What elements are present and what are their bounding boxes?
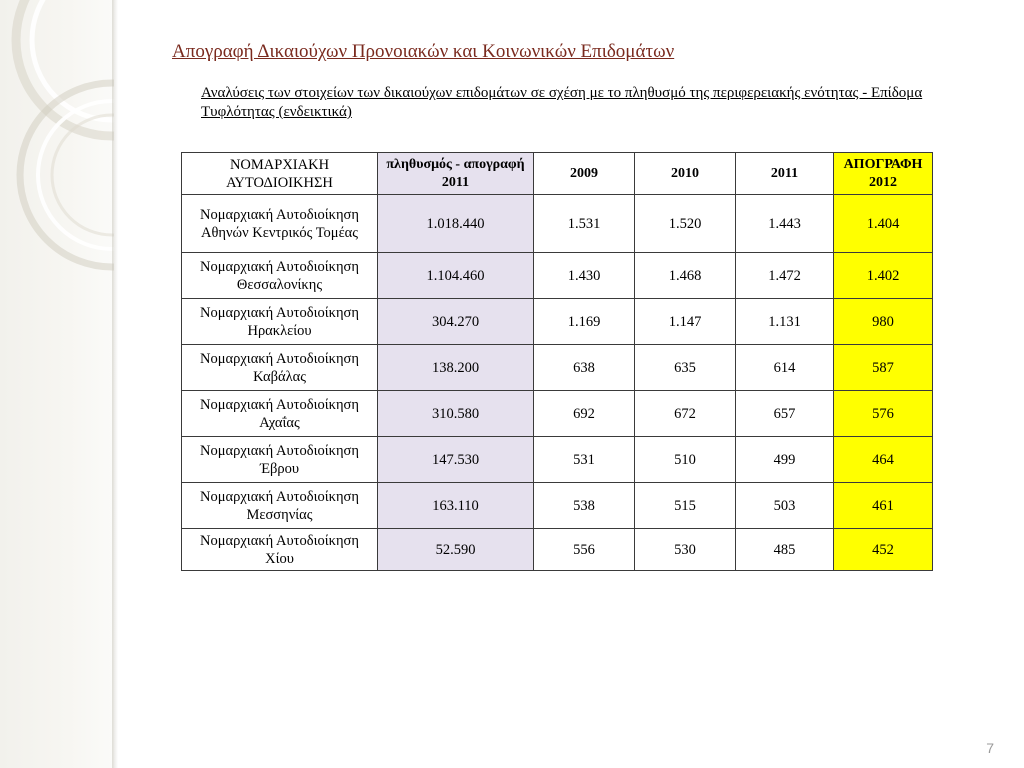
census-2012-cell: 464: [834, 437, 933, 483]
value-2010-cell: 515: [635, 483, 736, 529]
value-2010-cell: 1.468: [635, 253, 736, 299]
value-2009-cell: 538: [534, 483, 635, 529]
population-cell: 1.018.440: [378, 195, 534, 253]
value-2011-cell: 499: [736, 437, 834, 483]
value-2010-cell: 1.520: [635, 195, 736, 253]
census-2012-cell: 461: [834, 483, 933, 529]
decorative-side-panel: [0, 0, 114, 768]
population-cell: 163.110: [378, 483, 534, 529]
header-2010: 2010: [635, 153, 736, 195]
prefecture-name-cell: Νομαρχιακή Αυτοδιοίκηση Αθηνών Κεντρικός Τομέας: [182, 195, 378, 253]
prefecture-name-cell: Νομαρχιακή Αυτοδιοίκηση Έβρου: [182, 437, 378, 483]
population-cell: 310.580: [378, 391, 534, 437]
value-2009-cell: 1.430: [534, 253, 635, 299]
slide-subtitle: Αναλύσεις των στοιχείων των δικαιούχων επιδομάτων σε σχέση με το πληθυσμό της περιφερειακής ενότητας - Επίδομα Τυφλότητας (ενδεικτικά): [201, 85, 923, 120]
value-2011-cell: 1.131: [736, 299, 834, 345]
value-2011-cell: 503: [736, 483, 834, 529]
header-prefecture: ΝΟΜΑΡΧΙΑΚΗ ΑΥΤΟΔΙΟΙΚΗΣΗ: [182, 153, 378, 195]
value-2009-cell: 638: [534, 345, 635, 391]
value-2009-cell: 692: [534, 391, 635, 437]
prefecture-name-cell: Νομαρχιακή Αυτοδιοίκηση Χίου: [182, 529, 378, 571]
population-cell: 52.590: [378, 529, 534, 571]
value-2011-cell: 485: [736, 529, 834, 571]
census-2012-cell: 576: [834, 391, 933, 437]
prefecture-name-cell: Νομαρχιακή Αυτοδιοίκηση Αχαΐας: [182, 391, 378, 437]
header-census-2012: ΑΠΟΓΡΑΦΗ 2012: [834, 153, 933, 195]
population-cell: 147.530: [378, 437, 534, 483]
table-row: [182, 195, 933, 253]
value-2011-cell: 657: [736, 391, 834, 437]
value-2011-cell: 614: [736, 345, 834, 391]
table-row: [182, 483, 933, 529]
prefecture-name-cell: Νομαρχιακή Αυτοδιοίκηση Καβάλας: [182, 345, 378, 391]
value-2011-cell: 1.443: [736, 195, 834, 253]
value-2009-cell: 1.169: [534, 299, 635, 345]
table-row: [182, 529, 933, 571]
header-population: πληθυσμός - απογραφή 2011: [378, 153, 534, 195]
table-row: [182, 299, 933, 345]
page-number: 7: [986, 740, 994, 756]
population-cell: 1.104.460: [378, 253, 534, 299]
prefecture-name-cell: Νομαρχιακή Αυτοδιοίκηση Ηρακλείου: [182, 299, 378, 345]
value-2010-cell: 672: [635, 391, 736, 437]
value-2009-cell: 1.531: [534, 195, 635, 253]
value-2011-cell: 1.472: [736, 253, 834, 299]
census-2012-cell: 452: [834, 529, 933, 571]
value-2010-cell: 635: [635, 345, 736, 391]
value-2009-cell: 556: [534, 529, 635, 571]
header-2009: 2009: [534, 153, 635, 195]
value-2010-cell: 1.147: [635, 299, 736, 345]
table-row: [182, 391, 933, 437]
census-2012-cell: 1.402: [834, 253, 933, 299]
beneficiaries-table: [181, 152, 933, 571]
table-row: [182, 253, 933, 299]
value-2009-cell: 531: [534, 437, 635, 483]
census-2012-cell: 587: [834, 345, 933, 391]
population-cell: 138.200: [378, 345, 534, 391]
value-2010-cell: 530: [635, 529, 736, 571]
value-2010-cell: 510: [635, 437, 736, 483]
prefecture-name-cell: Νομαρχιακή Αυτοδιοίκηση Θεσσαλονίκης: [182, 253, 378, 299]
census-2012-cell: 1.404: [834, 195, 933, 253]
census-2012-cell: 980: [834, 299, 933, 345]
prefecture-name-cell: Νομαρχιακή Αυτοδιοίκηση Μεσσηνίας: [182, 483, 378, 529]
table-row: [182, 345, 933, 391]
side-panel-shadow: [112, 0, 118, 768]
header-2011: 2011: [736, 153, 834, 195]
table-header-row: [182, 153, 933, 195]
decorative-rings: [0, 0, 114, 768]
population-cell: 304.270: [378, 299, 534, 345]
table-row: [182, 437, 933, 483]
slide-title: Απογραφή Δικαιούχων Προνοιακών και Κοινωνικών Επιδομάτων: [172, 41, 675, 62]
